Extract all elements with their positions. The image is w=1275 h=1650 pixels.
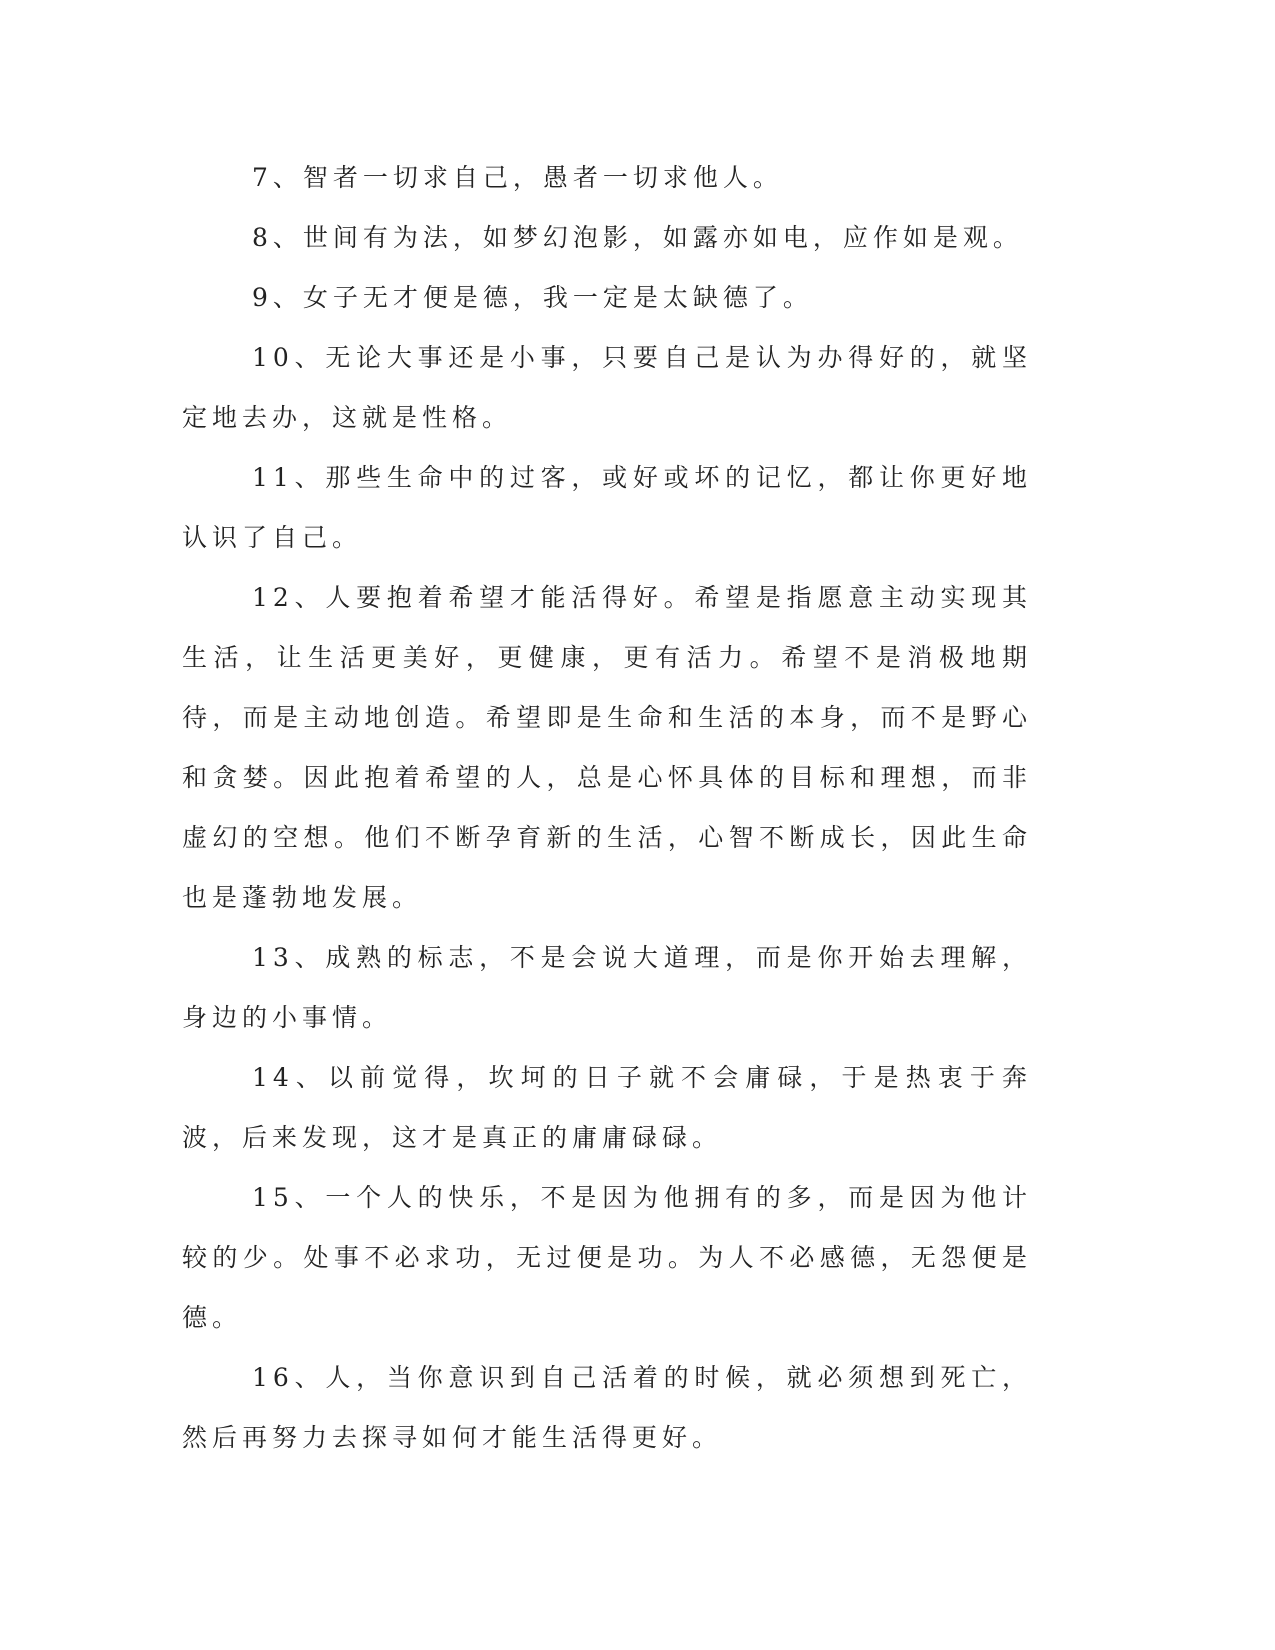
paragraph-8: 8、世间有为法，如梦幻泡影，如露亦如电，应作如是观。 <box>252 223 1023 252</box>
paragraph-7: 7、智者一切求自己，愚者一切求他人。 <box>252 163 783 192</box>
paragraph-10: 10、无论大事还是小事，只要自己是认为办得好的，就坚定地去办，这就是性格。 <box>182 343 1032 432</box>
paragraph-12: 12、人要抱着希望才能活得好。希望是指愿意主动实现其生活，让生活更美好，更健康，更有活力。希望不是消极地期待，而是主动地创造。希望即是生命和生活的本身，而不是野心和贪婪。因此抱着希望的人，总是心怀具体的目标和理想，而非虚幻的空想。他们不断孕育新的生活，心智不断成长，因此生命也是蓬勃地发展。 <box>182 583 1032 912</box>
paragraph-16: 16、人，当你意识到自己活着的时候，就必须想到死亡，然后再努力去探寻如何才能生活得更好。 <box>182 1363 1032 1452</box>
paragraph-9: 9、女子无才便是德，我一定是太缺德了。 <box>252 283 813 312</box>
paragraph-11: 11、那些生命中的过客，或好或坏的记忆，都让你更好地认识了自己。 <box>182 463 1032 552</box>
paragraph-15: 15、一个人的快乐，不是因为他拥有的多，而是因为他计较的少。处事不必求功，无过便是功。为人不必感德，无怨便是德。 <box>182 1183 1032 1332</box>
paragraph-14: 14、以前觉得，坎坷的日子就不会庸碌，于是热衷于奔波，后来发现，这才是真正的庸庸碌碌。 <box>182 1063 1032 1152</box>
paragraph-13: 13、成熟的标志，不是会说大道理，而是你开始去理解，身边的小事情。 <box>182 943 1032 1032</box>
document-body <box>182 148 1032 1468</box>
